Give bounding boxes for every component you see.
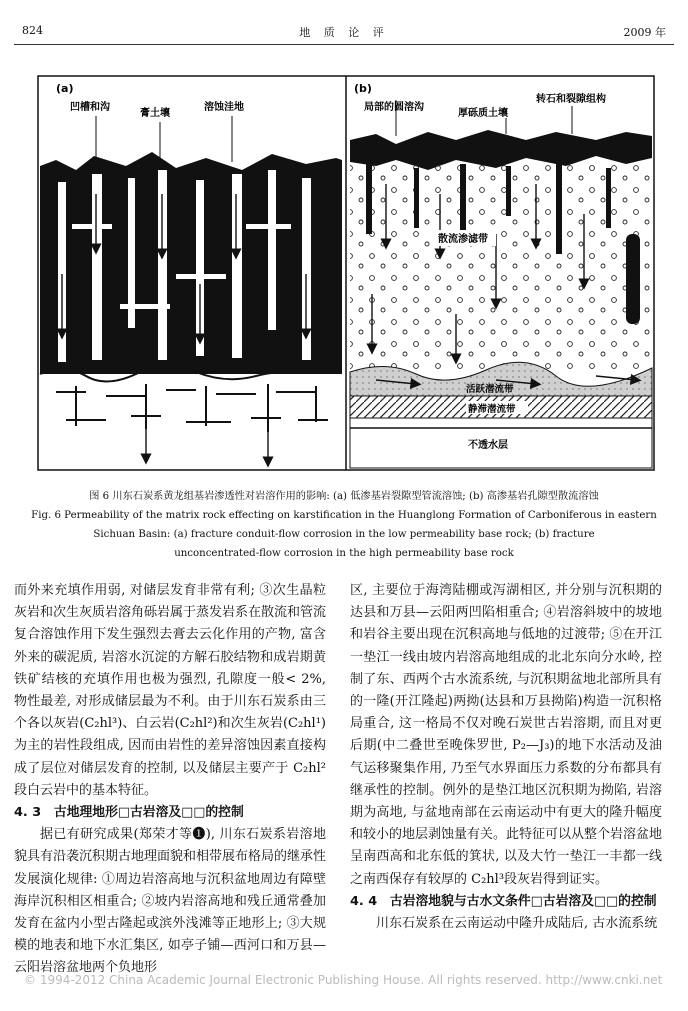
paragraph: 而外来充填作用弱, 对储层发育非常有利; ③次生晶粒灰岩和次生灰质岩溶角砾岩属于蒸发岩系在散流和管流复合溶蚀作用下发生强烈去膏去云化作用的产物, 富含外来的碳泥质, 岩溶水沉淀的方解石胶结物和成岩期黄铁矿结核的充填作用也极为强烈, 孔隙度一般< 2%, 物性最差, 对形成储层最为不利。由于川东石炭系由三个各以灰岩(C₂hl³)、白云岩(C₂hl²)和次生灰岩(C₂hl¹)为主的岩性段组成, 因而由岩性的差异溶蚀因素直接构成了层位对储层发育的控制, 以及储层主要产于 C₂hl²段白云岩中的基本特征。 [14,583,327,798]
panel-b-label-active-phreatic: 活跃潜流带 [466,384,514,395]
panel-b-label: (b) [354,82,372,95]
panel-a [40,78,342,468]
column-right [350,580,662,935]
karst-diagram [36,74,656,474]
header-rule [14,44,674,45]
paragraph: 据已有研究成果(郑荣才等❶), 川东石炭系岩溶地貌具有沿袭沉积期古地理面貌和相带展布格局的继承性发展演化规律: ①周边岩溶高地与沉积盆地周边有障壁海岸沉积相区相重合; ②坡内岩溶高地和残丘通常叠加发育在盆内小型古隆起或滨外浅滩等正地形上; ③大规模的地表和地下水汇集区, 如亭子铺—西河口和万县—云阳岩溶盆地两个负地形 [14,827,327,976]
page-number: 824 [22,24,43,37]
panel-b-label-impermeable: 不透水层 [468,440,508,451]
section-heading-4-3: 4. 3 古地理地形□古岩溶及□□的控制 [14,805,244,821]
panel-b-label-gravel-soil: 厚砾质土壤 [458,108,508,119]
journal-title: 地 质 论 评 [299,26,389,39]
panel-a-label: (a) [56,82,74,95]
caption-en-3: unconcentrated-flow corrosion in the high permeability base rock [174,548,514,559]
caption-zh: 图 6 川东石炭系黄龙组基岩渗透性对岩溶作用的影响: (a) 低渗基岩裂隙型管流溶蚀; (b) 高渗基岩孔隙型散流溶蚀 [89,491,599,502]
issue-year: 2009 年 [623,26,666,39]
paragraph: 区, 主要位于海湾陆棚或泻湖相区, 并分别与沉积期的达县和万县—云阳两凹陷相重合; ④岩溶斜坡中的坡地和岩谷主要出现在沉积高地与低地的过渡带; ⑤在开江一垫江一线由坡内岩溶高地组成的北北东向分水岭, 控制了东、西两个古水流系统, 与沉积期盆地北部所具有的一隆(开江隆起)两拗(达县和万县拗陷)构造一沉积格局重合, 这一格局不仅对晚石炭世古岩溶期, 而且对更后期(中二叠世至晚侏罗世, P₂—J₃)的地下水活动及油气运移聚集作用, 乃至气水界面压力系数的分布都具有继承性的控制。例外的是垫江地区沉积期为拗陷, 岩溶期为高地, 与盆地南部在云南运动中有更大的隆升幅度和较小的地层剥蚀量有关。此特征可以从整个岩溶盆地呈南西高和北东低的箕状, 以及大竹一垫江一丰都一线之南西保存有较厚的 C₂hl³段灰岩得到证实。 [350,583,663,887]
panel-b-label-boulders: 转石和裂隙组构 [536,94,606,105]
figure-caption [20,487,668,563]
section-heading-4-4: 4. 4 古岩溶地貌与古水文条件□古岩溶及□□的控制 [350,893,657,909]
column-left [14,580,326,980]
panel-a-label-grooves: 凹槽和沟 [70,102,110,113]
panel-b [350,82,652,468]
copyright-footer: © 1994-2012 China Academic Journal Electronic Publishing House. All rights reserved. http://www.cnki.net [24,973,663,987]
panel-a-label-soil: 膏土壤 [140,108,170,119]
panel-a-label-doline: 溶蚀洼地 [204,102,244,113]
page-header [14,24,674,42]
paragraph: 川东石炭系在云南运动中隆升成陆后, 古水流系统 [376,916,658,932]
figure-6 [36,74,656,474]
caption-en-2: Sichuan Basin: (a) fracture conduit-flow corrosion in the low permeability base rock; (b) fracture [93,529,595,540]
panel-b-label-static-phreatic: 静滞潜流带 [468,404,516,415]
caption-en-1: Fig. 6 Permeability of the matrix rock effecting on karstification in the Huanglong Formation of Carboniferous in eastern [31,510,657,521]
panel-b-label-solution-grooves: 局部的圆溶沟 [364,102,424,113]
panel-b-label-vadose-zone: 散流渗滤带 [438,234,488,245]
